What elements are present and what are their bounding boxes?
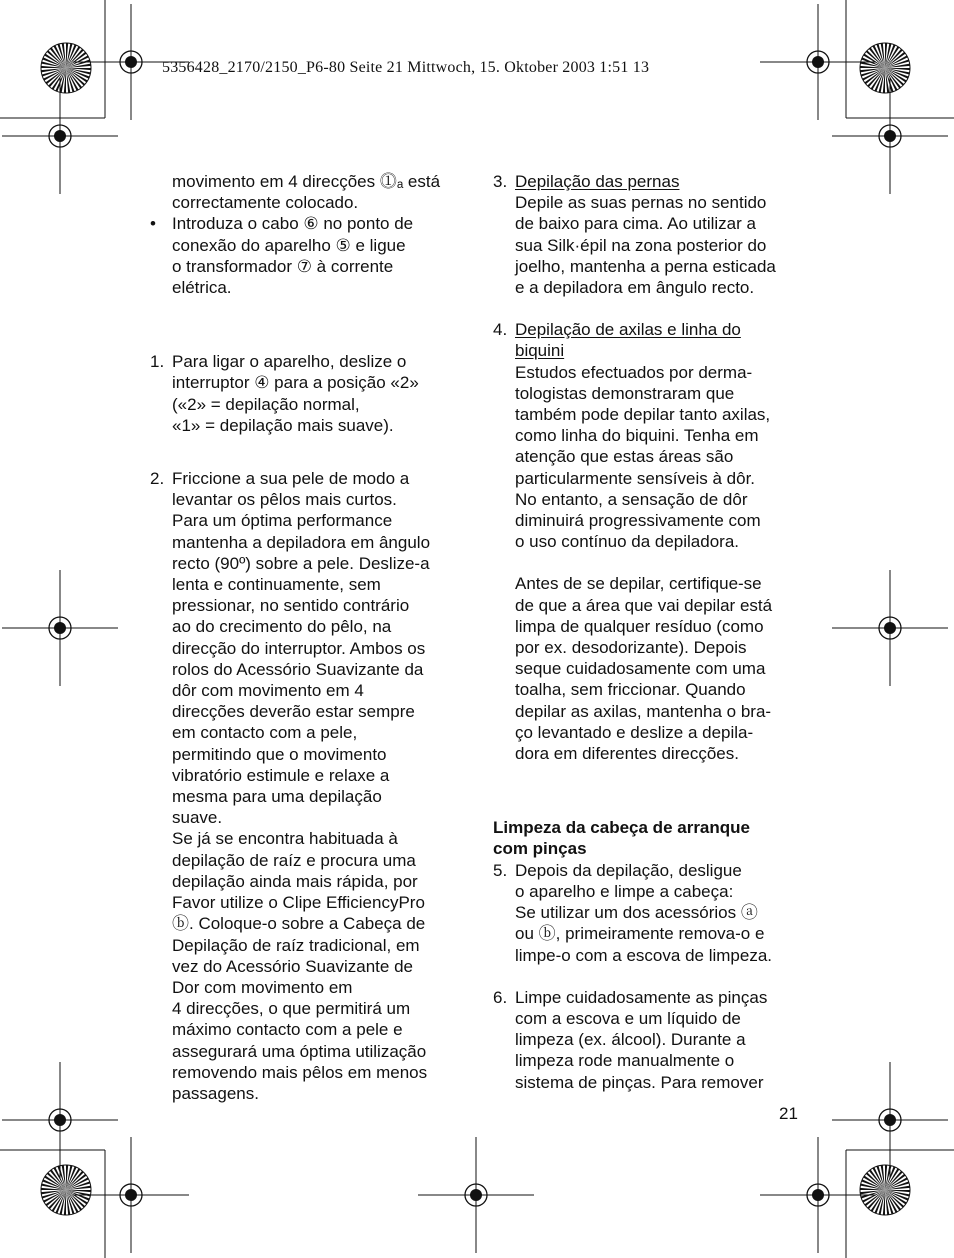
- crosshair-mark: [2, 1062, 118, 1178]
- text-line: vez do Acessório Suavizante de: [172, 956, 413, 976]
- text-line: particularmente sensíveis à dôr.: [515, 468, 756, 488]
- text-line: movimento em 4 direcções ⓵ₐ está: [172, 172, 441, 191]
- text-line: elétrica.: [172, 278, 232, 298]
- step-1-text: [172, 351, 468, 436]
- text-line: limpeza rode manualmente o: [515, 1051, 735, 1071]
- text-line: passagens.: [172, 1083, 259, 1103]
- step-3-number: 3.: [493, 172, 508, 191]
- text-line: sistema de pinças. Para remover: [515, 1072, 764, 1092]
- text-line: Dor com movimento em: [172, 977, 353, 997]
- text-line: «1» = depilação mais suave).: [172, 415, 394, 435]
- text-line: Se utilizar um dos acessórios ⓐ: [515, 903, 758, 923]
- bullet-text: [172, 213, 468, 298]
- text-line: diminuirá progressivamente com: [515, 511, 761, 531]
- text-line: Depilação de axilas e linha do: [515, 320, 741, 340]
- text-line: depilação de raíz e procura uma: [172, 850, 416, 870]
- text-line: Se já se encontra habituada à: [172, 829, 398, 849]
- text-line: Antes de se depilar, certifique-se: [515, 574, 762, 594]
- step-1-number: 1.: [150, 352, 165, 372]
- step-4-text-2: [515, 573, 813, 764]
- text-line: o uso contínuo da depiladora.: [515, 532, 740, 552]
- text-line: Depois da depilação, desligue: [515, 860, 742, 880]
- text-line: depilar as axilas, mantenha o bra-: [515, 701, 772, 721]
- step-3: [493, 171, 813, 298]
- text-line: correctamente colocado.: [172, 193, 359, 213]
- text-line: Para um óptima performance: [172, 511, 393, 531]
- text-line: por ex. desodorizante). Depois: [515, 638, 747, 658]
- step-5-text: [515, 860, 813, 966]
- text-line: Limpe cuidadosamente as pinças: [515, 987, 768, 1007]
- crosshair-mark: [832, 78, 948, 194]
- crosshair-mark: [73, 1137, 189, 1253]
- text-line: mesma para uma depilação: [172, 787, 382, 807]
- text-line: com a escova e um líquido de: [515, 1008, 741, 1028]
- text-line: ou ⓑ, primeiramente remova-o e: [515, 924, 765, 944]
- text-line: tologistas demonstraram que: [515, 383, 735, 403]
- page-number: 21: [779, 1104, 798, 1123]
- step-6-text: [515, 987, 813, 1093]
- step-4-text: [515, 362, 813, 553]
- text-line: limpeza (ex. álcool). Durante a: [515, 1030, 746, 1050]
- step-2: [150, 468, 468, 1104]
- crosshair-mark: [832, 570, 948, 686]
- text-line: o aparelho e limpe a cabeça:: [515, 881, 734, 901]
- right-column: [493, 171, 813, 1093]
- bullet-marker: •: [150, 214, 156, 234]
- step-3-title: Depilação das pernas: [515, 172, 680, 191]
- crosshair-mark: [760, 1137, 876, 1253]
- text-line: em contacto com a pele,: [172, 723, 358, 743]
- step-2-text: [172, 468, 468, 1104]
- text-line: conexão do aparelho ⑤ e ligue: [172, 235, 406, 255]
- text-line: máximo contacto com a pele e: [172, 1020, 403, 1040]
- text-line: Para ligar o aparelho, deslize o: [172, 352, 407, 372]
- text-line: 4 direcções, o que permitirá um: [172, 999, 411, 1019]
- intro-text: [150, 171, 468, 213]
- text-line: Limpeza da cabeça de arranque: [493, 818, 750, 838]
- print-info-header: 5356428_2170/2150_P6-80 Seite 21 Mittwoch, 15. Oktober 2003 1:51 13: [162, 59, 650, 76]
- text-line: permitindo que o movimento: [172, 744, 387, 764]
- text-line: direcções deverão estar sempre: [172, 702, 415, 722]
- text-line: depilação ainda mais rápida, por: [172, 871, 418, 891]
- step-4-number: 4.: [493, 320, 508, 340]
- starburst-mark: [860, 1165, 910, 1215]
- text-line: Friccione a sua pele de modo a: [172, 469, 410, 489]
- text-line: rolos do Acessório Suavizante da: [172, 659, 424, 679]
- step-6-number: 6.: [493, 987, 508, 1007]
- text-line: recto (90º) sobre a pele. Deslize-a: [172, 553, 430, 573]
- text-line: de baixo para cima. Ao utilizar a: [515, 214, 756, 234]
- text-line: com pinças: [493, 839, 587, 859]
- text-line: pressionar, no sentido contrário: [172, 596, 410, 616]
- text-line: joelho, mantenha a perna esticada: [515, 256, 776, 276]
- text-line: Estudos efectuados por derma-: [515, 362, 753, 382]
- text-line: dôr com movimento em 4: [172, 681, 364, 701]
- text-line: ao do crecimento do pêlo, na: [172, 617, 392, 637]
- text-line: assegurará uma óptima utilização: [172, 1041, 427, 1061]
- step-6: [493, 987, 813, 1093]
- text-line: toalha, sem friccionar. Quando: [515, 680, 746, 700]
- left-column: [150, 171, 468, 1104]
- text-line: Introduza o cabo ⑥ no ponto de: [172, 214, 414, 234]
- text-line: («2» = depilação normal,: [172, 394, 360, 414]
- text-line: direcção do interruptor. Ambos os: [172, 638, 426, 658]
- text-line: e a depiladora em ângulo recto.: [515, 278, 755, 298]
- step-4: [493, 319, 813, 764]
- text-line: seque cuidadosamente com uma: [515, 659, 766, 679]
- crosshair-mark: [2, 570, 118, 686]
- text-line: também pode depilar tanto axilas,: [515, 405, 771, 425]
- crosshair-mark: [832, 1062, 948, 1178]
- crosshair-mark: [418, 1137, 534, 1253]
- starburst-mark: [860, 43, 910, 93]
- text-line: mantenha a depiladora em ângulo: [172, 532, 431, 552]
- text-line: o transformador ⑦ à corrente: [172, 256, 394, 276]
- text-line: levantar os pêlos mais curtos.: [172, 490, 397, 510]
- text-line: Favor utilize o Clipe EfficiencyPro: [172, 893, 425, 913]
- text-line: limpe-o com a escova de limpeza.: [515, 945, 773, 965]
- text-line: vibratório estimule e relaxe a: [172, 765, 390, 785]
- text-line: dora em diferentes direcções.: [515, 744, 739, 764]
- crosshair-mark: [760, 4, 876, 120]
- step-1: [150, 351, 468, 436]
- starburst-mark: [41, 1165, 91, 1215]
- text-line: Depile as suas pernas no sentido: [515, 193, 767, 213]
- text-line: interruptor ④ para a posição «2»: [172, 373, 419, 393]
- text-line: como linha do biquini. Tenha em: [515, 426, 759, 446]
- starburst-mark: [41, 43, 91, 93]
- text-line: biquini: [515, 341, 565, 361]
- text-line: Depilação de raíz tradicional, em: [172, 935, 420, 955]
- text-line: ço levantado e deslize a depila-: [515, 722, 754, 742]
- crosshair-mark: [2, 78, 118, 194]
- section-heading: [493, 817, 813, 859]
- step-3-text: [515, 192, 813, 298]
- text-line: removendo mais pêlos em menos: [172, 1062, 428, 1082]
- text-line: atenção que estas áreas são: [515, 447, 734, 467]
- text-line: sua Silk·épil na zona posterior do: [515, 235, 767, 255]
- step-4-title: [515, 319, 813, 361]
- text-line: de que a área que vai depilar está: [515, 595, 773, 615]
- text-line: lenta e continuamente, sem: [172, 575, 381, 595]
- text-line: No entanto, a sensação de dôr: [515, 489, 748, 509]
- text-line: ⓑ. Coloque-o sobre a Cabeça de: [172, 914, 426, 934]
- text-line: limpa de qualquer resíduo (como: [515, 616, 764, 636]
- step-2-number: 2.: [150, 469, 165, 489]
- step-5: [493, 860, 813, 966]
- step-5-number: 5.: [493, 860, 508, 880]
- bullet-item: [150, 213, 468, 298]
- text-line: suave.: [172, 808, 223, 828]
